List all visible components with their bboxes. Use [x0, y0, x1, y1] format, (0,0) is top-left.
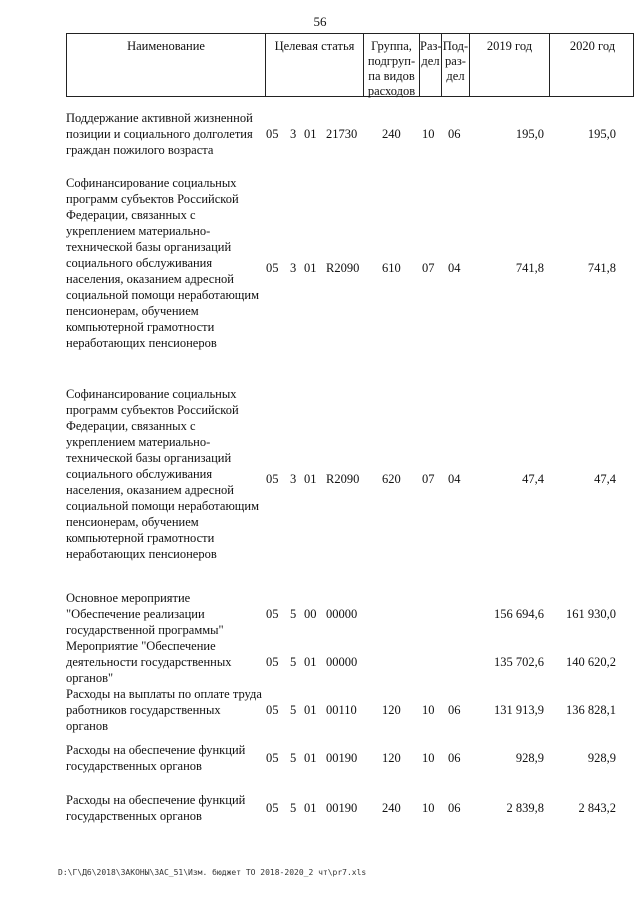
row-name: Мероприятие "Обеспечение деятельности государственных органов" [66, 639, 232, 685]
code-direction: 00190 [326, 751, 358, 765]
header-name: Наименование [127, 39, 205, 53]
code-direction: 00000 [326, 655, 358, 669]
code-event: 00 [304, 607, 317, 621]
cell-subsection: 04 [448, 261, 461, 275]
header-2019: 2019 год [469, 34, 549, 96]
code-program: 05 [266, 751, 279, 765]
cell-2020: 140 620,2 [566, 655, 616, 669]
cell-2020: 2 843,2 [578, 801, 616, 815]
code-program: 05 [266, 127, 279, 141]
code-event: 01 [304, 751, 317, 765]
code-program: 05 [266, 703, 279, 717]
code-direction: 00000 [326, 607, 358, 621]
code-subprogram: 5 [290, 607, 297, 621]
code-subprogram: 3 [290, 261, 297, 275]
row-name: Софинансирование социальных программ субъектов Российской Федерации, связанных с укреплением материально-технической базы организаций социального обслуживания населения, оказанием адресной социальной помощи неработающим пенсионерам, обучением компьютерной грамотности неработающих пенсионеров [66, 176, 260, 350]
code-event: 01 [304, 261, 317, 275]
cell-group: 240 [382, 801, 401, 815]
code-subprogram: 5 [290, 655, 297, 669]
cell-subsection: 04 [448, 472, 461, 486]
cell-subsection: 06 [448, 127, 461, 141]
table-header [66, 33, 634, 97]
cell-2019: 135 702,6 [494, 655, 544, 669]
cell-group: 620 [382, 472, 401, 486]
cell-section: 07 [422, 261, 435, 275]
code-direction: R2090 [326, 472, 360, 486]
code-subprogram: 5 [290, 801, 297, 815]
cell-2020: 928,9 [587, 751, 616, 765]
row-name: Поддержание активной жизненной позиции и социального долголетия граждан пожилого возраста [66, 111, 253, 157]
code-direction: 21730 [326, 127, 358, 141]
cell-2020: 161 930,0 [566, 607, 616, 621]
row-name: Расходы на выплаты по оплате труда работников государственных органов [66, 687, 262, 733]
header-2020: 2020 год [549, 34, 635, 96]
cell-section: 07 [422, 472, 435, 486]
header-group: Группа, подгруп-па видов расходов [363, 34, 419, 96]
row-name: Расходы на обеспечение функций государственных органов [66, 743, 246, 773]
cell-group: 240 [382, 127, 401, 141]
code-event: 01 [304, 127, 317, 141]
code-event: 01 [304, 655, 317, 669]
cell-subsection: 06 [448, 801, 461, 815]
header-section: Раз-дел [419, 34, 441, 96]
cell-group: 120 [382, 751, 401, 765]
code-event: 01 [304, 801, 317, 815]
cell-2020: 195,0 [587, 127, 616, 141]
code-program: 05 [266, 607, 279, 621]
cell-2020: 136 828,1 [566, 703, 616, 717]
cell-group: 610 [382, 261, 401, 275]
cell-2020: 47,4 [594, 472, 616, 486]
cell-2020: 741,8 [587, 261, 616, 275]
cell-subsection: 06 [448, 703, 461, 717]
code-subprogram: 3 [290, 472, 297, 486]
code-program: 05 [266, 655, 279, 669]
cell-section: 10 [422, 127, 435, 141]
code-direction: 00110 [326, 703, 357, 717]
cell-section: 10 [422, 703, 435, 717]
cell-section: 10 [422, 801, 435, 815]
row-name: Основное мероприятие "Обеспечение реализации государственной программы" [66, 591, 224, 637]
code-event: 01 [304, 472, 317, 486]
cell-subsection: 06 [448, 751, 461, 765]
code-direction: 00190 [326, 801, 358, 815]
code-event: 01 [304, 703, 317, 717]
page-number: 56 [313, 14, 327, 29]
cell-2019: 47,4 [522, 472, 544, 486]
code-program: 05 [266, 472, 279, 486]
code-direction: R2090 [326, 261, 360, 275]
header-target: Целевая статья [265, 34, 363, 96]
file-path-footer: D:\Г\Д6\2018\ЗАКОНЫ\ЗАС_51\Изм. бюджет ТО 2018-2020_2 чт\pr7.xls [58, 868, 367, 877]
code-program: 05 [266, 261, 279, 275]
cell-2019: 156 694,6 [494, 607, 544, 621]
header-subsection: Под-раз-дел [441, 34, 469, 96]
code-subprogram: 3 [290, 127, 297, 141]
code-subprogram: 5 [290, 703, 297, 717]
cell-2019: 131 913,9 [494, 703, 544, 717]
cell-2019: 741,8 [515, 261, 544, 275]
code-program: 05 [266, 801, 279, 815]
row-name: Расходы на обеспечение функций государственных органов [66, 793, 246, 823]
cell-2019: 195,0 [515, 127, 544, 141]
cell-2019: 928,9 [515, 751, 544, 765]
cell-2019: 2 839,8 [506, 801, 544, 815]
cell-section: 10 [422, 751, 435, 765]
cell-group: 120 [382, 703, 401, 717]
row-name: Софинансирование социальных программ субъектов Российской Федерации, связанных с укреплением материально-технической базы организаций социального обслуживания населения, оказанием адресной социальной помощи неработающим пенсионерам, обучением компьютерной грамотности неработающих пенсионеров [66, 387, 260, 561]
code-subprogram: 5 [290, 751, 297, 765]
